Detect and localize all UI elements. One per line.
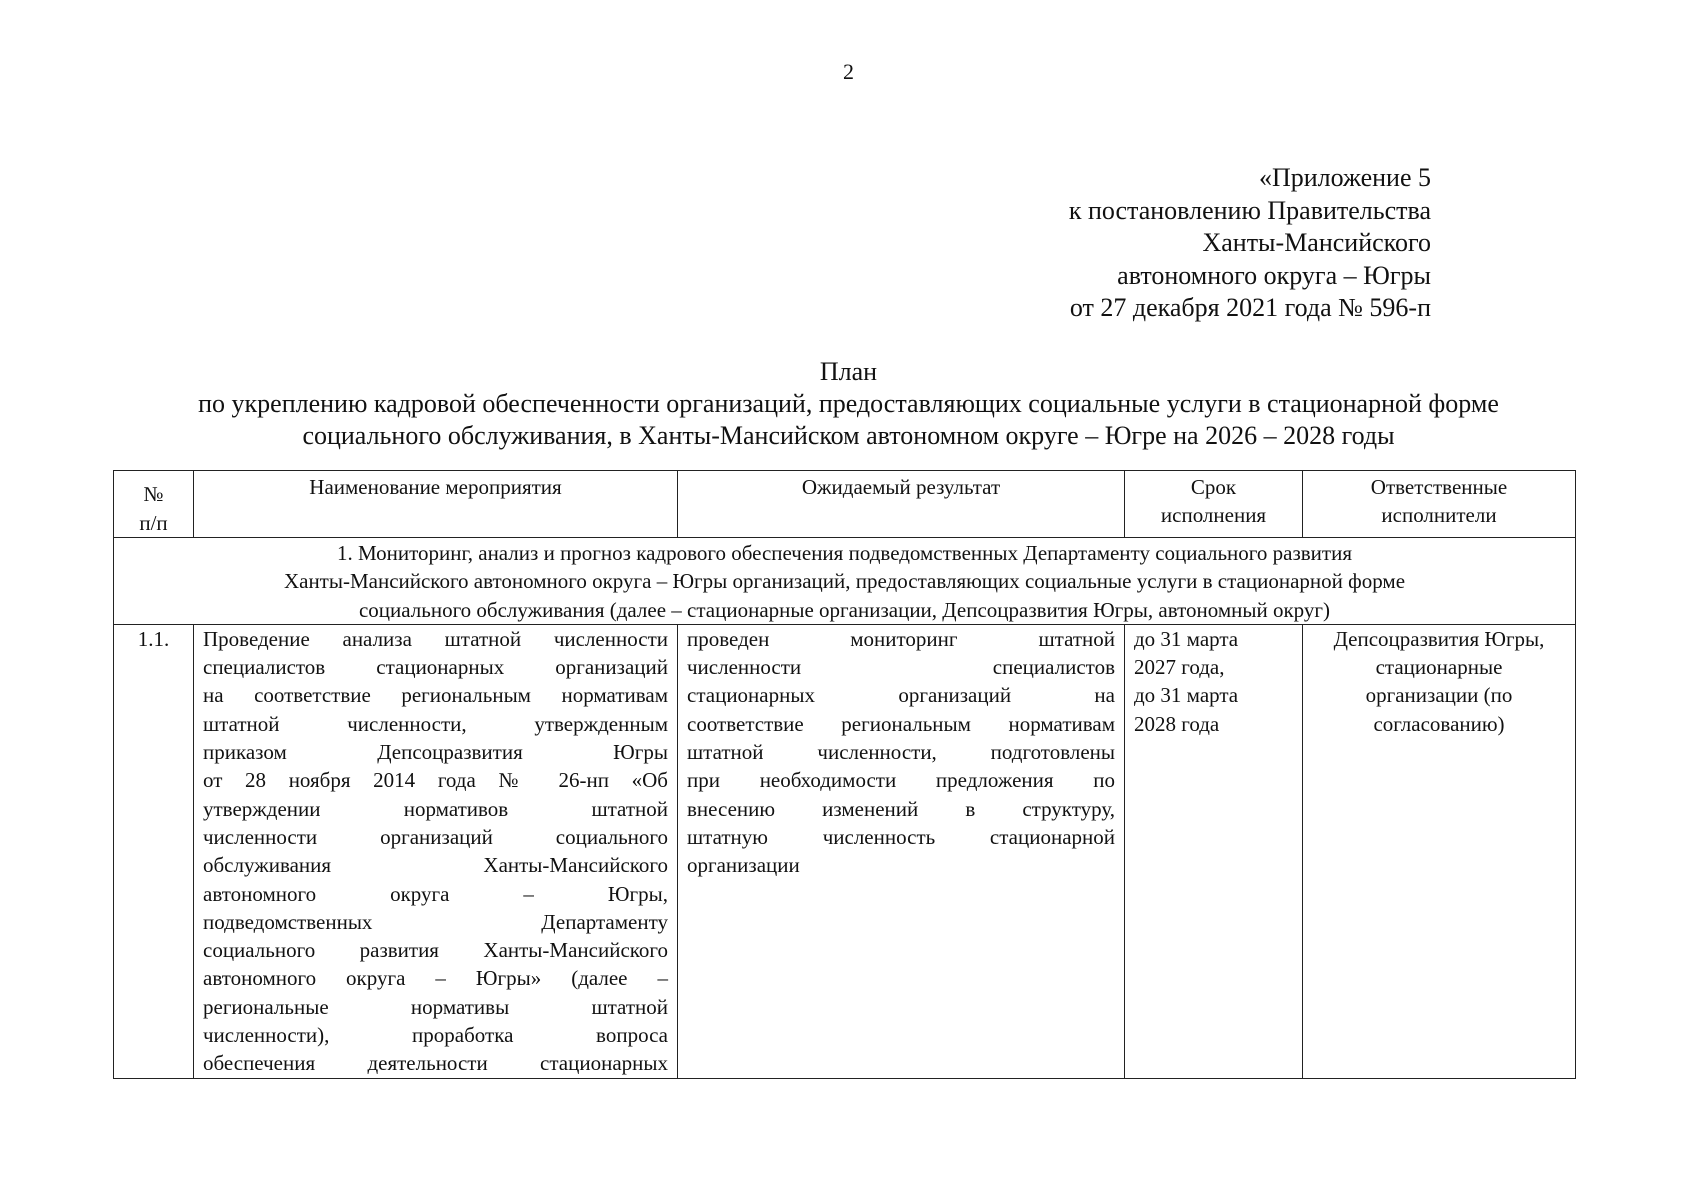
plan-subtitle-line: по укреплению кадровой обеспеченности организаций, предоставляющих социальные услуги в стационарной форме <box>198 389 1499 418</box>
appendix-block <box>731 162 1431 325</box>
page-number: 2 <box>843 59 854 84</box>
appendix-line: «Приложение 5 <box>1258 163 1431 192</box>
plan-title: План <box>819 357 878 386</box>
row-num: 1.1. <box>114 624 194 1078</box>
appendix-line: к постановлению Правительства <box>1068 195 1431 225</box>
table-row <box>114 624 1576 1078</box>
plan-title-block <box>0 356 1697 452</box>
row-name: Проведение анализа штатной численности специалистов стационарных организаций на соответствие региональным нормативам штатной численности, утвержденным приказом Депсоцразвития Югры от 28 ноября 2014 года № 26-нп «Об утверждении нормативов штатной численности организаций социального обслуживания Ханты-Мансийского автономного округа – Югры, подведомственных Департаменту социального развития Ханты-Мансийского автономного округа – Югры» (далее – региональные нормативы штатной численности), проработка вопроса обеспечения деятельности стационарных <box>194 624 678 1078</box>
header-responsible: Ответственные исполнители <box>1303 471 1576 538</box>
appendix-line: автономного округа – Югры <box>1117 260 1431 290</box>
plan-subtitle-line: социального обслуживания, в Ханты-Мансийском автономном округе – Югре на 2026 – 2028 годы <box>302 421 1395 450</box>
header-deadline: Срок исполнения <box>1125 471 1303 538</box>
header-num: № п/п <box>114 471 194 538</box>
row-responsible: Депсоцразвития Югры, стационарные организации (по согласованию) <box>1303 624 1576 1078</box>
row-deadline: до 31 марта 2027 года, до 31 марта 2028 года <box>1125 624 1303 1078</box>
row-result: проведен мониторинг штатной численности специалистов стационарных организаций на соответствие региональным нормативам штатной численности, подготовлены при необходимости предложения по внесению изменений в структуру, штатную численность стационарной организации <box>678 624 1125 1078</box>
appendix-line: Ханты-Мансийского <box>1202 228 1431 257</box>
header-name: Наименование мероприятия <box>194 471 678 538</box>
appendix-line: от 27 декабря 2021 года № 596-п <box>1069 293 1431 322</box>
section-row <box>114 538 1576 625</box>
plan-table <box>113 470 1576 1079</box>
section-heading: 1. Мониторинг, анализ и прогноз кадрового обеспечения подведомственных Департаменту социального развития Ханты-Мансийского автономного округа – Югры организаций, предоставляющих социальные услуги в стационарной форме социального обслуживания (далее – стационарные организации, Депсоцразвития Югры, автономный округ) <box>114 538 1576 625</box>
table-header-row <box>114 471 1576 538</box>
header-result: Ожидаемый результат <box>678 471 1125 538</box>
